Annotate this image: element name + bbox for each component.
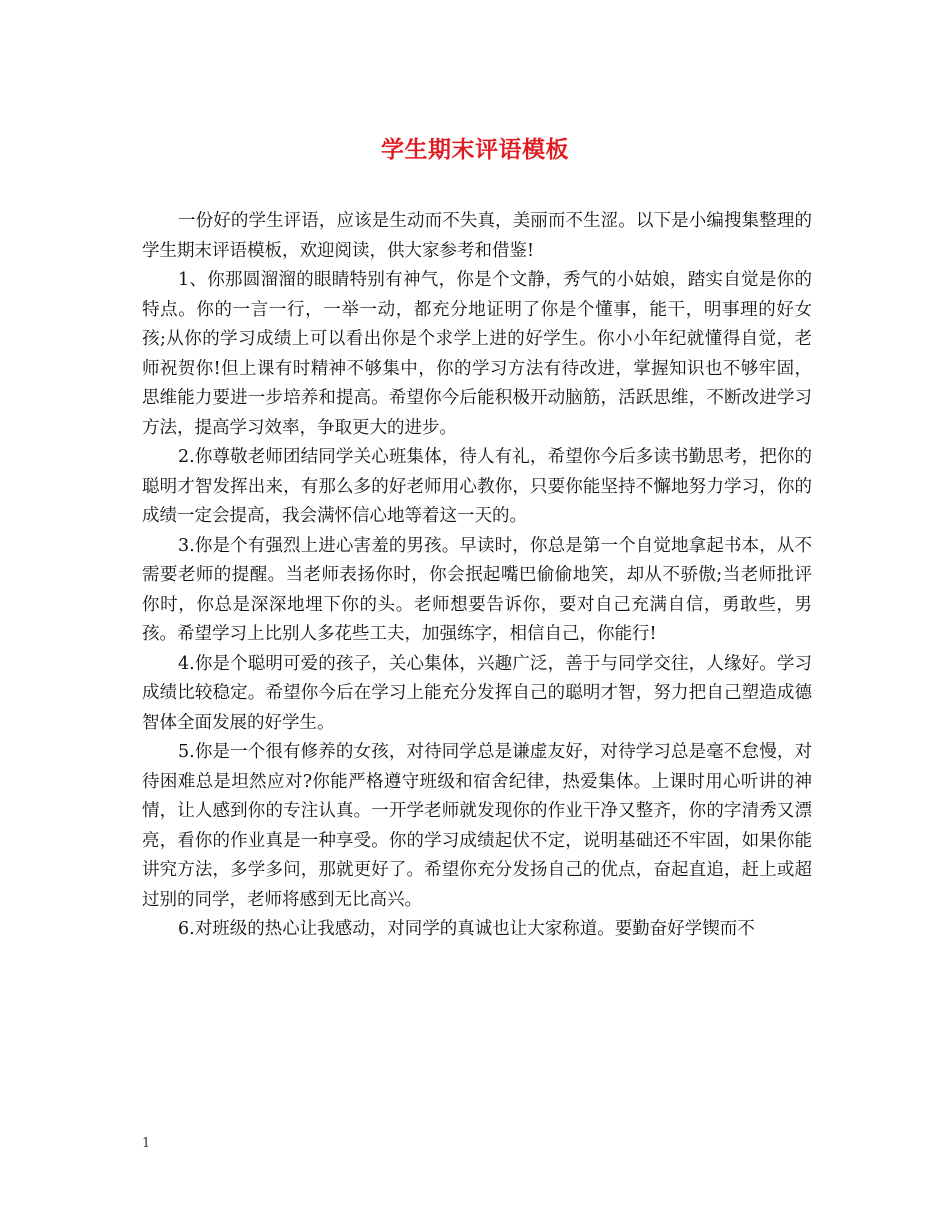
comment-paragraph-5: 5.你是一个很有修养的女孩，对待同学总是谦虚友好，对待学习总是毫不怠慢，对待困难总是坦然应对?你能严格遵守班级和宿舍纪律，热爱集体。上课时用心听讲的神情，让人感到你的专注认真。一开学老师就发现你的作业干净又整齐，你的字清秀又漂亮，看你的作业真是一种享受。你的学习成绩起伏不定，说明基础还不牢固，如果你能讲究方法，多学多问，那就更好了。希望你充分发扬自己的优点，奋起直追，赶上或超过别的同学，老师将感到无比高兴。 xyxy=(142,742,812,910)
comment-paragraph-4: 4.你是个聪明可爱的孩子，关心集体，兴趣广泛，善于与同学交往，人缘好。学习成绩比较稳定。希望你今后在学习上能充分发挥自己的聪明才智，努力把自己塑造成德智体全面发展的好学生。 xyxy=(142,653,812,733)
document-body xyxy=(142,207,812,945)
page-number: 1 xyxy=(142,1136,151,1151)
comment-paragraph-2: 2.你尊敬老师团结同学关心班集体，待人有礼，希望你今后多读书勤思考，把你的聪明才智发挥出来，有那么多的好老师用心教你，只要你能坚持不懈地努力学习，你的成绩一定会提高，我会满怀信心地等着这一天的。 xyxy=(142,447,812,526)
comment-paragraph-6: 6.对班级的热心让我感动，对同学的真诚也让大家称道。要勤奋好学锲而不 xyxy=(178,919,755,939)
intro-paragraph: 一份好的学生评语，应该是生动而不失真，美丽而不生涩。以下是小编搜集整理的学生期末评语模板，欢迎阅读，供大家参考和借鉴! xyxy=(142,211,812,261)
comment-paragraph-3: 3.你是个有强烈上进心害羞的男孩。早读时，你总是第一个自觉地拿起书本，从不需要老师的提醒。当老师表扬你时，你会抿起嘴巴偷偷地笑，却从不骄傲;当老师批评你时，你总是深深地埋下你的头。老师想要告诉你，要对自己充满自信，勇敢些，男孩。希望学习上比别人多花些工夫，加强练字，相信自己，你能行! xyxy=(142,535,812,644)
document-title: 学生期末评语模板 xyxy=(381,136,569,163)
comment-paragraph-1: 1、你那圆溜溜的眼睛特别有神气，你是个文静，秀气的小姑娘，踏实自觉是你的特点。你的一言一行，一举一动，都充分地证明了你是个懂事，能干，明事理的好女孩;从你的学习成绩上可以看出你是个求学上进的好学生。你小小年纪就懂得自觉，老师祝贺你!但上课有时精神不够集中，你的学习方法有待改进，掌握知识也不够牢固，思维能力要进一步培养和提高。希望你今后能积极开动脑筋，活跃思维，不断改进学习方法，提高学习效率，争取更大的进步。 xyxy=(142,270,812,438)
